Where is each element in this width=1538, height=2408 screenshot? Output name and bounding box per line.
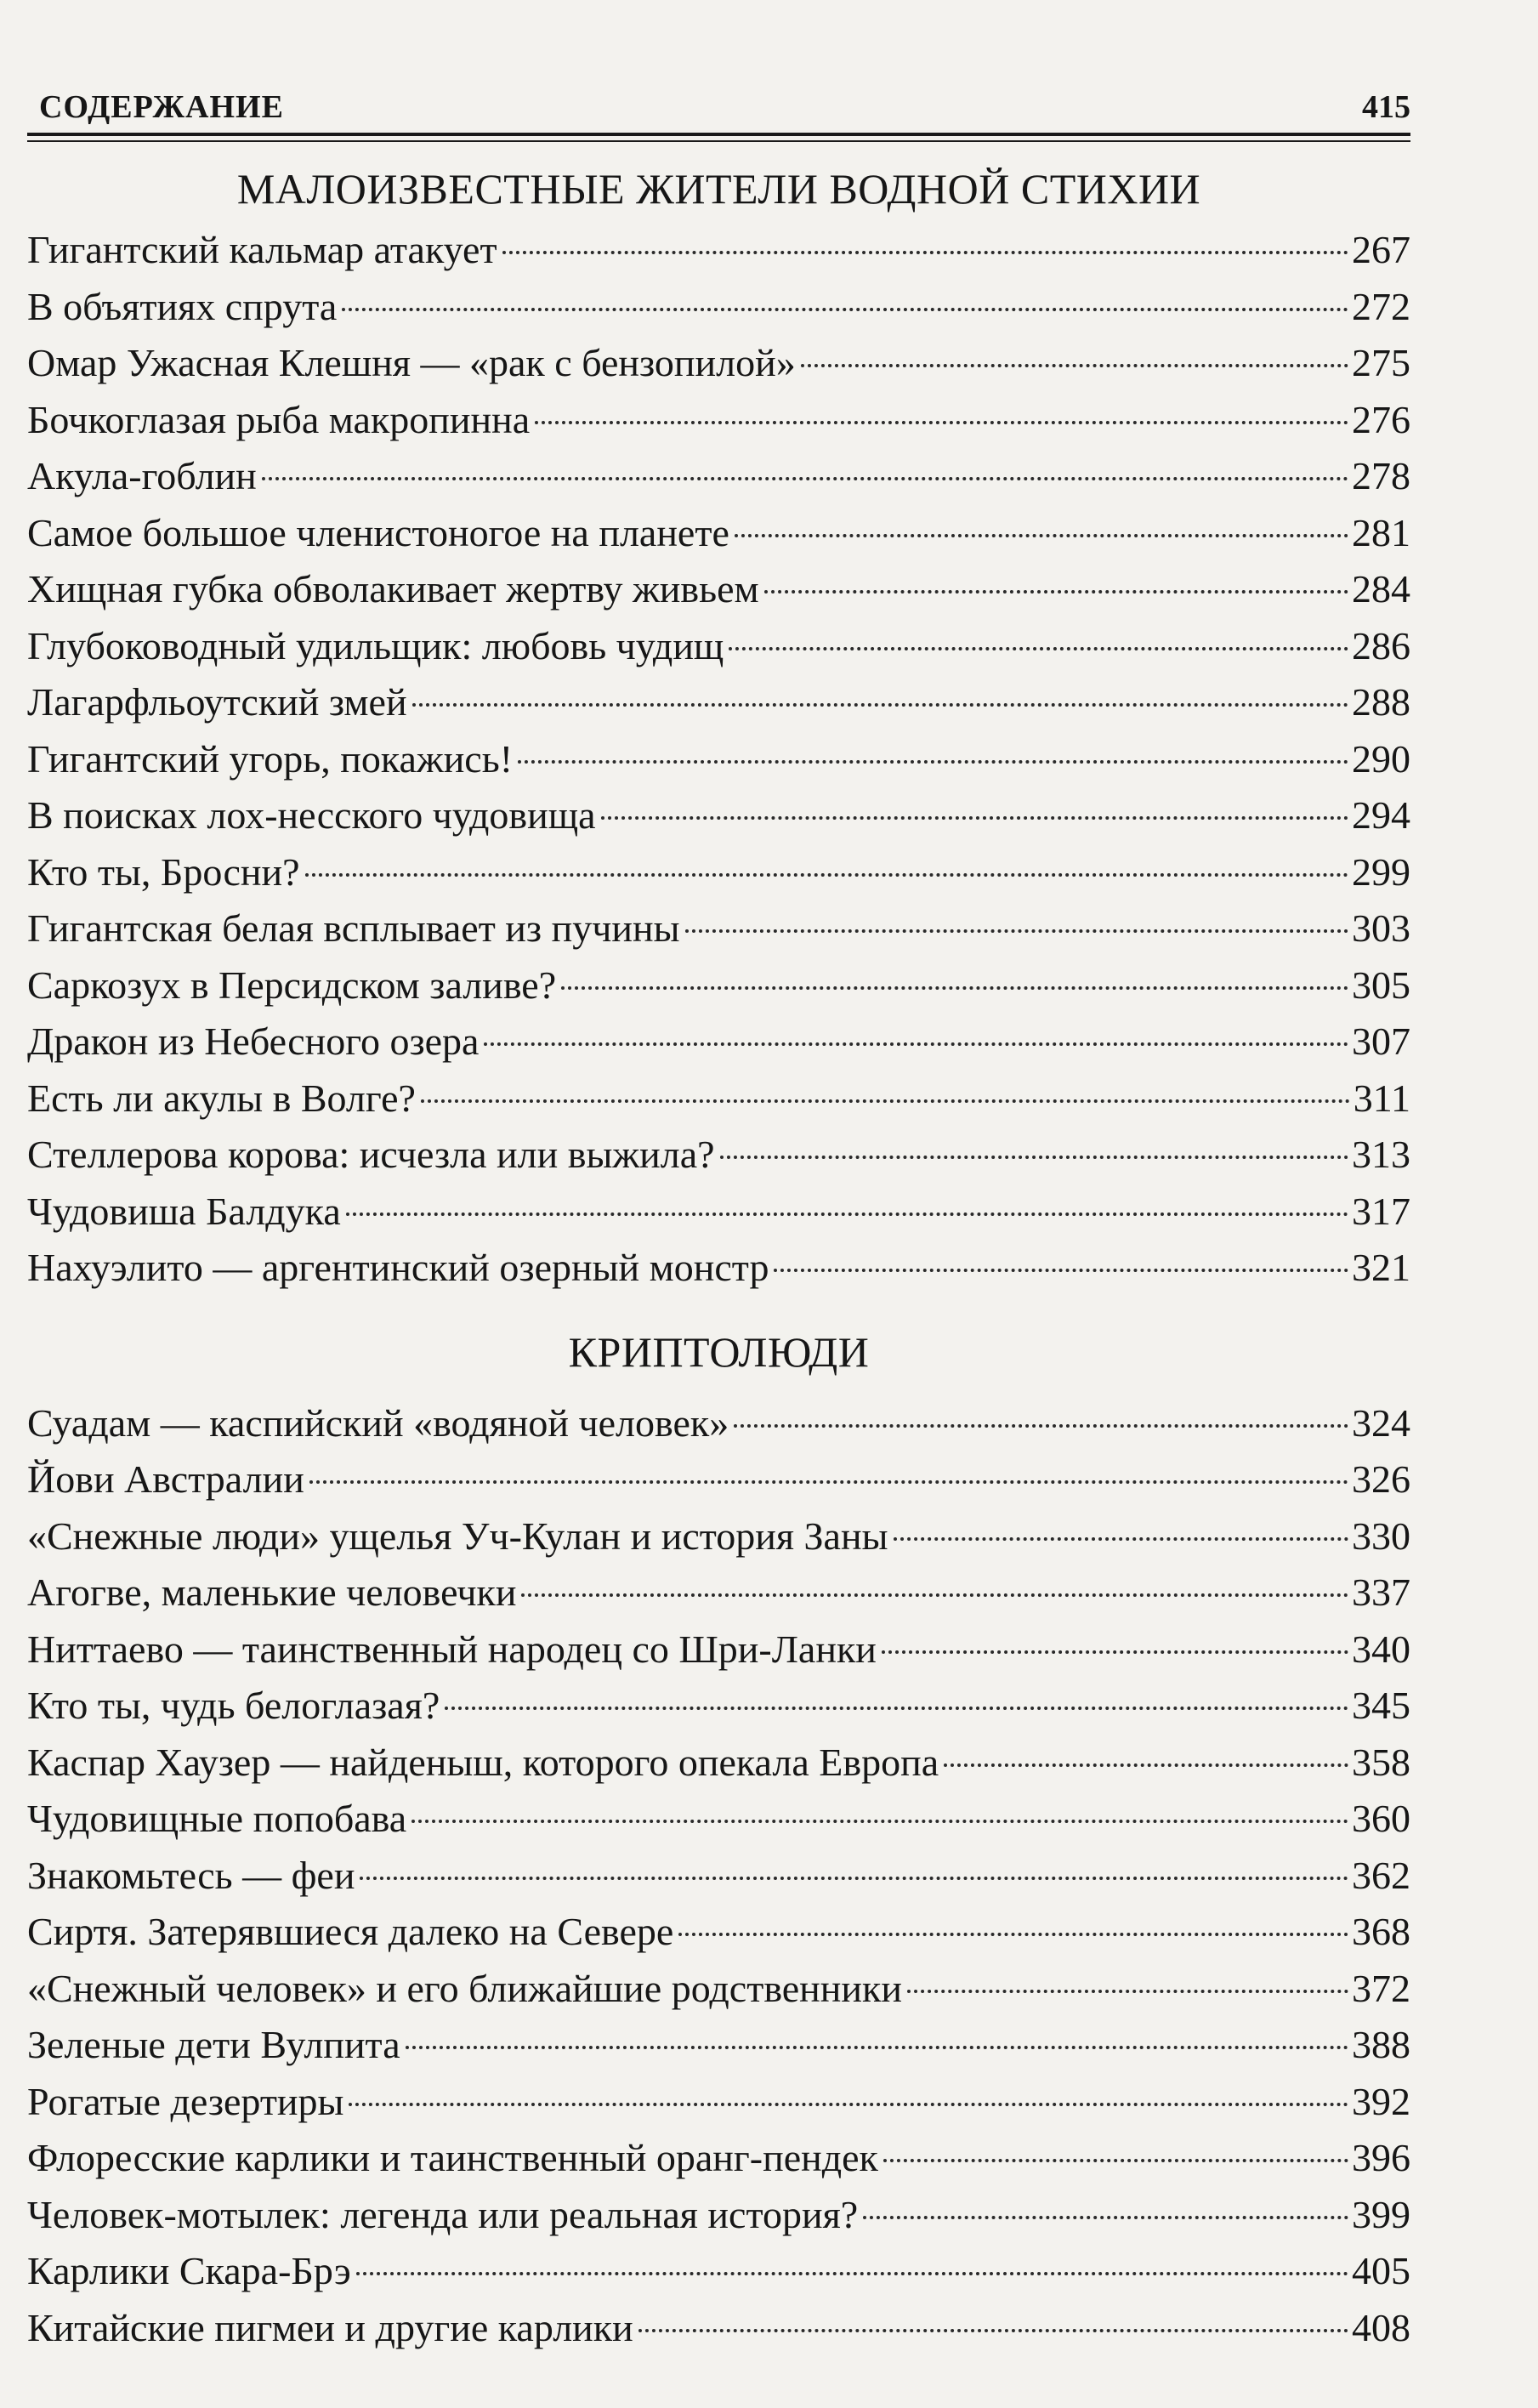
toc-entry-title: Гигантский угорь, покажись! (27, 736, 514, 781)
toc-entry-page: 326 (1352, 1457, 1410, 1501)
toc-entry (27, 2300, 1410, 2357)
dot-leader (729, 647, 1348, 650)
toc-entry-page: 392 (1352, 2079, 1410, 2123)
toc-entry (27, 1565, 1410, 1621)
toc-entry (27, 335, 1410, 392)
toc-entry-page: 299 (1352, 849, 1410, 894)
toc-entry-title: Знакомьтесь — феи (27, 1853, 355, 1897)
toc-entry-page: 313 (1352, 1133, 1410, 1176)
toc-entry-page: 360 (1352, 1797, 1410, 1840)
toc-entry-page: 278 (1352, 454, 1410, 497)
header-rule-thick (27, 133, 1410, 136)
dot-leader (349, 2103, 1348, 2106)
toc-entry-page: 388 (1352, 2023, 1410, 2066)
toc-entry (27, 505, 1410, 562)
toc-entry-title: Есть ли акулы в Волге? (27, 1076, 416, 1120)
toc-entry (27, 674, 1410, 731)
dot-leader (764, 590, 1348, 593)
toc-entry (27, 2017, 1410, 2074)
toc-entry (27, 1678, 1410, 1735)
toc-entry (27, 1395, 1410, 1452)
toc-entry-page: 362 (1352, 1853, 1410, 1897)
toc-entry (27, 844, 1410, 901)
dot-leader (342, 308, 1348, 311)
dot-leader (907, 1990, 1348, 1993)
toc-entry-page: 405 (1352, 2249, 1410, 2292)
toc-entry-title: В объятиях спрута (27, 284, 338, 328)
dot-leader (421, 1099, 1350, 1103)
toc-entry-page: 408 (1352, 2305, 1410, 2349)
toc-entry (27, 1621, 1410, 1678)
dot-leader (601, 816, 1348, 820)
toc-entry-title: Зеленые дети Вулпита (27, 2023, 400, 2066)
toc-entry-title: Гигантский кальмар атакует (27, 228, 497, 271)
toc-entry-page: 281 (1352, 510, 1410, 554)
running-head (27, 78, 1410, 126)
toc-entry-title: Лагарфльоутский змей (27, 680, 407, 724)
toc-entry-page: 284 (1352, 567, 1410, 611)
toc-list (27, 1395, 1410, 2357)
toc-entry-title: Кто ты, чудь белоглазая? (27, 1684, 440, 1727)
toc-entry (27, 1735, 1410, 1792)
toc-entry-page: 275 (1352, 341, 1410, 384)
toc-section-1 (27, 165, 1410, 1297)
toc-entry (27, 731, 1410, 788)
section-title: КРИПТОЛЮДИ (568, 1327, 870, 1376)
toc-entry-page: 311 (1353, 1076, 1410, 1120)
dot-leader (346, 1213, 1348, 1216)
toc-entry (27, 1508, 1410, 1565)
toc-section-2 (27, 1327, 1410, 2357)
toc-entry-page: 368 (1352, 1910, 1410, 1953)
toc-entry-title: Флоресские карлики и таинственный оранг-пендек (27, 2136, 878, 2179)
dot-leader (944, 1763, 1348, 1767)
dot-leader (735, 534, 1348, 537)
toc-entry (27, 1184, 1410, 1241)
toc-entry (27, 1071, 1410, 1127)
toc-entry-title: Китайские пигмеи и другие карлики (27, 2305, 633, 2349)
toc-entry (27, 2074, 1410, 2131)
toc-entry-title: Кто ты, Бросни? (27, 849, 300, 894)
dot-leader (262, 477, 1348, 480)
toc-entry (27, 1904, 1410, 1961)
dot-leader (305, 873, 1348, 877)
toc-entry (27, 1791, 1410, 1848)
dot-leader (685, 929, 1349, 933)
toc-entry-title: Суадам — каспийский «водяной человек» (27, 1400, 729, 1445)
dot-leader (678, 1933, 1348, 1936)
toc-entry (27, 2243, 1410, 2300)
toc-entry-title: Сиртя. Затерявшиеся далеко на Севере (27, 1910, 674, 1953)
running-head-title: СОДЕРЖАНИЕ (39, 89, 284, 125)
page-number: 415 (1362, 89, 1410, 125)
toc-entry-title: Омар Ужасная Клешня — «рак с бензопилой» (27, 341, 796, 384)
toc-entry-page: 372 (1352, 1966, 1410, 2010)
toc-entry (27, 787, 1410, 844)
dot-leader (484, 1042, 1348, 1046)
toc-entry-page: 290 (1352, 736, 1410, 781)
toc-entry-page: 358 (1352, 1740, 1410, 1784)
dot-leader (521, 1593, 1348, 1597)
dot-leader (360, 1877, 1348, 1880)
toc-entry-page: 345 (1352, 1684, 1410, 1727)
toc-entry-title: Саркозух в Персидском заливе? (27, 963, 557, 1007)
toc-entry (27, 2187, 1410, 2244)
toc-entry-title: Акула-гоблин (27, 454, 257, 497)
toc-entry (27, 279, 1410, 336)
dot-leader (411, 1820, 1348, 1823)
toc-entry-page: 276 (1352, 397, 1410, 441)
toc-entry-title: Гигантская белая всплывает из пучины (27, 906, 680, 950)
toc-entry (27, 900, 1410, 957)
toc-entry (27, 1127, 1410, 1184)
dot-leader (502, 251, 1348, 254)
toc-entry-page: 321 (1352, 1246, 1410, 1289)
toc-entry (27, 2130, 1410, 2187)
toc-entry-title: Самое большое членистоногое на планете (27, 510, 729, 554)
toc-entry-title: Каспар Хаузер — найденыш, которого опекала Европа (27, 1740, 939, 1784)
dot-leader (356, 2272, 1348, 2275)
toc-entry (27, 1451, 1410, 1508)
dot-leader (882, 1650, 1348, 1654)
toc-entry (27, 1961, 1410, 2018)
toc-entry-title: Чудовищные попобава (27, 1797, 407, 1840)
toc-entry-title: «Снежные люди» ущелья Уч-Кулан и история Заны (27, 1514, 888, 1558)
toc-entry-title: Агогве, маленькие человечки (27, 1570, 517, 1614)
toc-entry-title: «Снежный человек» и его ближайшие родственники (27, 1966, 903, 2010)
toc-entry-page: 307 (1352, 1019, 1410, 1063)
dot-leader (412, 703, 1348, 707)
toc-entry (27, 957, 1410, 1014)
toc-entry (27, 1848, 1410, 1905)
toc-entry-title: Рогатые дезертиры (27, 2079, 344, 2123)
toc-entry (27, 561, 1410, 618)
dot-leader (406, 2046, 1348, 2049)
toc-entry-title: Хищная губка обволакивает жертву живьем (27, 567, 759, 611)
toc-entry-page: 317 (1352, 1189, 1410, 1233)
toc-entry-title: Ниттаево — таинственный народец со Шри-Ланки (27, 1627, 877, 1671)
toc-entry-title: Чудовиша Балдука (27, 1189, 341, 1233)
toc-entry-page: 330 (1352, 1514, 1410, 1558)
toc-entry-title: Стеллерова корова: исчезла или выжила? (27, 1133, 715, 1176)
dot-leader (863, 2216, 1348, 2219)
toc-entry (27, 618, 1410, 675)
dot-leader (894, 1537, 1349, 1541)
toc-entry (27, 448, 1410, 505)
dot-leader (535, 421, 1348, 424)
toc-entry-title: Бочкоглазая рыба макропинна (27, 397, 531, 441)
dot-leader (734, 1424, 1348, 1428)
toc-entry (27, 1014, 1410, 1071)
toc-entry-page: 399 (1352, 2192, 1410, 2236)
dot-leader (883, 2159, 1348, 2162)
toc-entry-page: 340 (1352, 1627, 1410, 1671)
dot-leader (801, 364, 1348, 367)
toc-entry-page: 305 (1352, 963, 1410, 1007)
toc-entry-title: Глубоководный удильщик: любовь чудищ (27, 623, 724, 667)
toc-entry-page: 272 (1352, 284, 1410, 328)
dot-leader (774, 1269, 1348, 1272)
toc-entry-title: Дракон из Небесного озера (27, 1019, 480, 1063)
toc-entry-page: 396 (1352, 2136, 1410, 2179)
dot-leader (445, 1707, 1348, 1710)
toc-entry-title: Карлики Скара-Брэ (27, 2249, 351, 2292)
toc-entry-page: 267 (1352, 228, 1410, 271)
toc-list (27, 222, 1410, 1297)
toc-entry-title: В поисках лох-несского чудовища (27, 793, 596, 837)
toc-entry (27, 1240, 1410, 1297)
toc-entry-page: 286 (1352, 623, 1410, 667)
dot-leader (638, 2329, 1348, 2332)
toc-entry-title: Йови Австралии (27, 1457, 304, 1501)
toc-entry-page: 294 (1352, 793, 1410, 837)
dot-leader (518, 760, 1348, 764)
dot-leader (309, 1480, 1348, 1484)
toc-entry-page: 288 (1352, 680, 1410, 724)
toc-entry-title: Нахуэлито — аргентинский озерный монстр (27, 1246, 769, 1289)
toc-entry-page: 324 (1352, 1400, 1410, 1445)
toc-entry (27, 392, 1410, 449)
toc-entry-title: Человек-мотылек: легенда или реальная история? (27, 2192, 859, 2236)
toc-entry (27, 222, 1410, 279)
dot-leader (720, 1156, 1348, 1159)
toc-entry-page: 303 (1352, 906, 1410, 950)
dot-leader (561, 986, 1348, 990)
section-title: МАЛОИЗВЕСТНЫЕ ЖИТЕЛИ ВОДНОЙ СТИХИИ (236, 165, 1201, 213)
toc-entry-page: 337 (1352, 1570, 1410, 1614)
header-rule-thin (27, 140, 1410, 142)
